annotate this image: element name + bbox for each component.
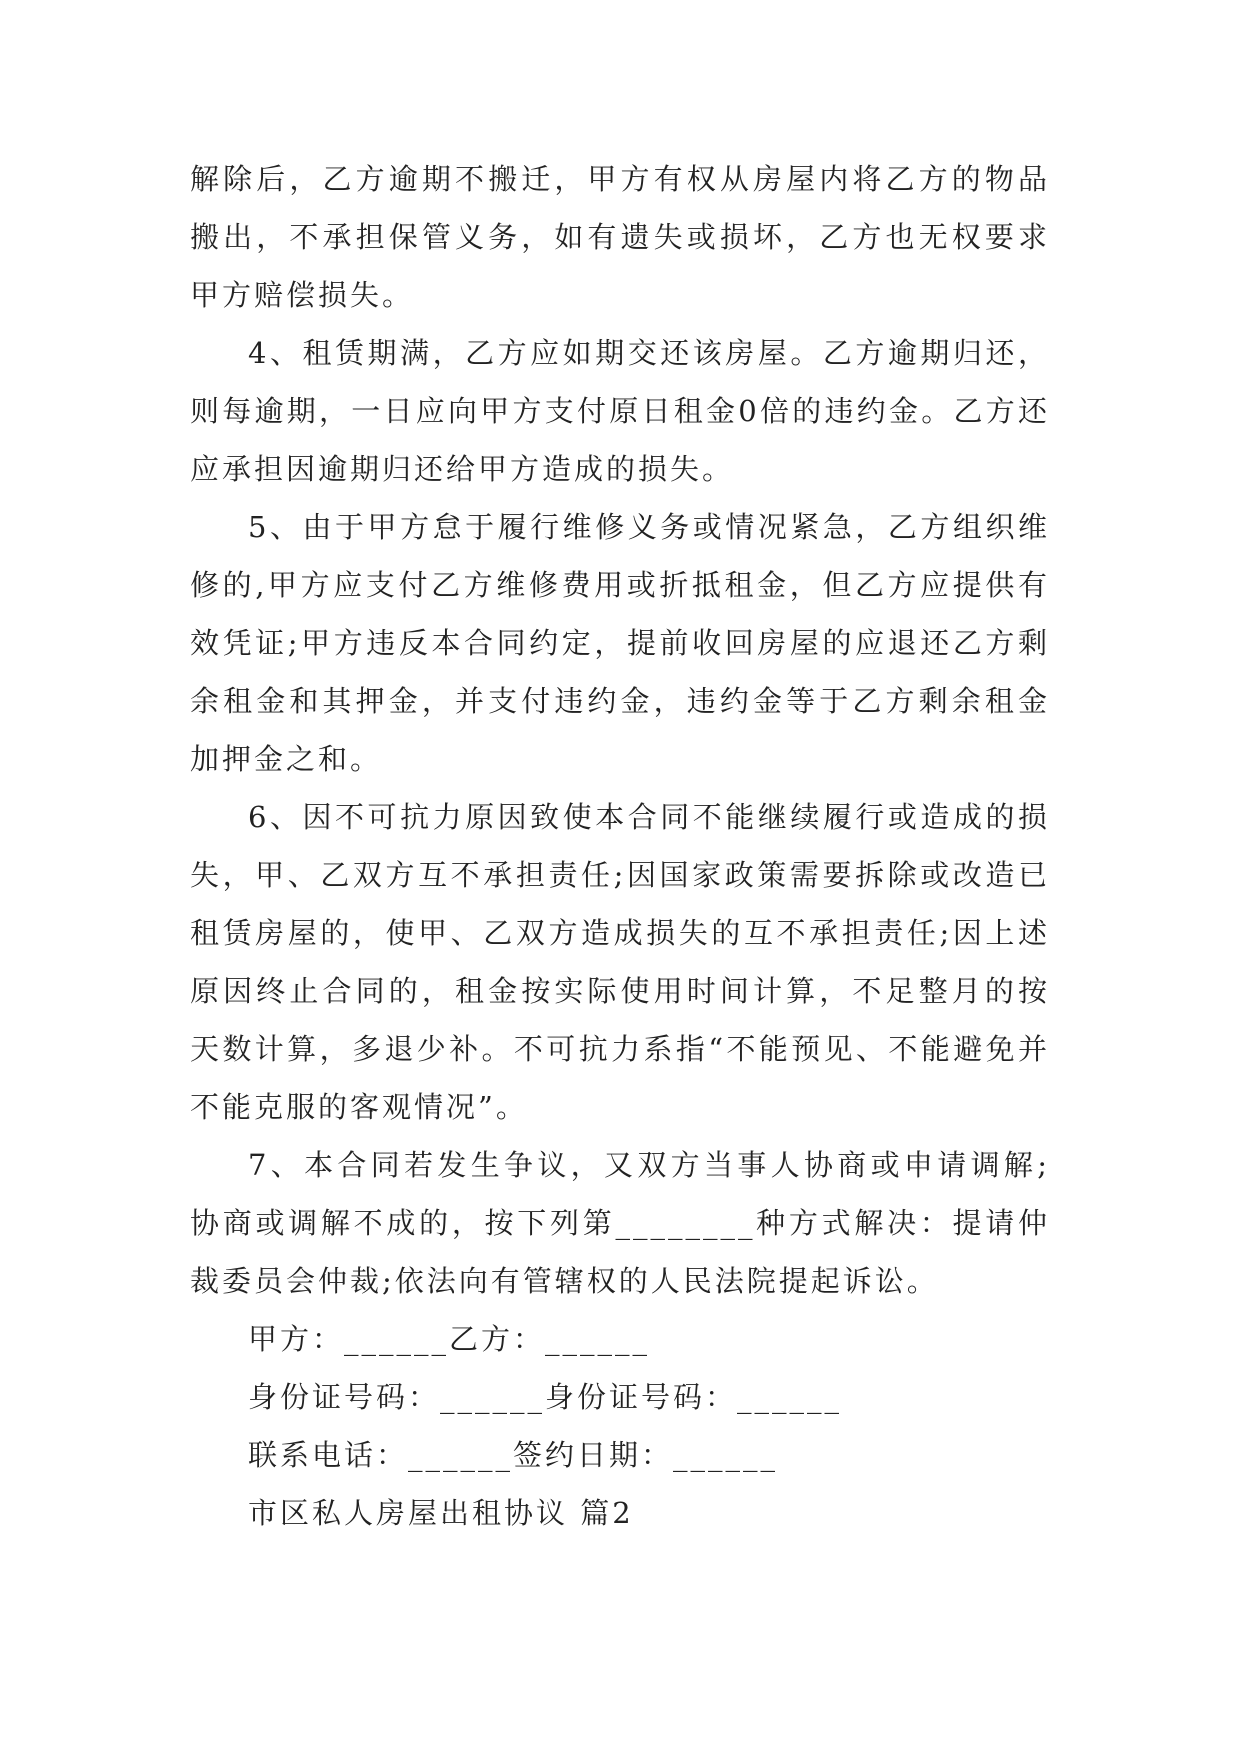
contact-date-line: 联系电话：______签约日期：______: [248, 1438, 779, 1472]
paragraph-continuation: 解除后，乙方逾期不搬迁，甲方有权从房屋内将乙方的物品搬出，不承担保管义务，如有遗失或损坏，乙方也无权要求甲方赔偿损失。: [190, 162, 1050, 312]
id-number-line: 身份证号码：______身份证号码：______: [248, 1380, 843, 1414]
document-body: [190, 150, 1050, 1542]
paragraph-clause-5: 5、由于甲方怠于履行维修义务或情况紧急，乙方组织维修的,甲方应支付乙方维修费用或折抵租金，但乙方应提供有效凭证;甲方违反本合同约定，提前收回房屋的应退还乙方剩余租金和其押金，并支付违约金，违约金等于乙方剩余租金加押金之和。: [190, 510, 1050, 776]
paragraph-clause-7: 7、本合同若发生争议，又双方当事人协商或申请调解;协商或调解不成的，按下列第________种方式解决：提请仲裁委员会仲裁;依法向有管辖权的人民法院提起诉讼。: [190, 1148, 1050, 1298]
party-names-line: 甲方：______乙方：______: [248, 1322, 651, 1356]
paragraph-clause-6: 6、因不可抗力原因致使本合同不能继续履行或造成的损失，甲、乙双方互不承担责任;因国家政策需要拆除或改造已租赁房屋的，使甲、乙双方造成损失的互不承担责任;因上述原因终止合同的，租金按实际使用时间计算，不足整月的按天数计算，多退少补。不可抗力系指“不能预见、不能避免并不能克服的客观情况”。: [190, 800, 1050, 1124]
paragraph-clause-4: 4、租赁期满，乙方应如期交还该房屋。乙方逾期归还，则每逾期，一日应向甲方支付原日租金0倍的违约金。乙方还应承担因逾期归还给甲方造成的损失。: [190, 336, 1050, 486]
next-section-title: 市区私人房屋出租协议 篇2: [248, 1496, 634, 1530]
